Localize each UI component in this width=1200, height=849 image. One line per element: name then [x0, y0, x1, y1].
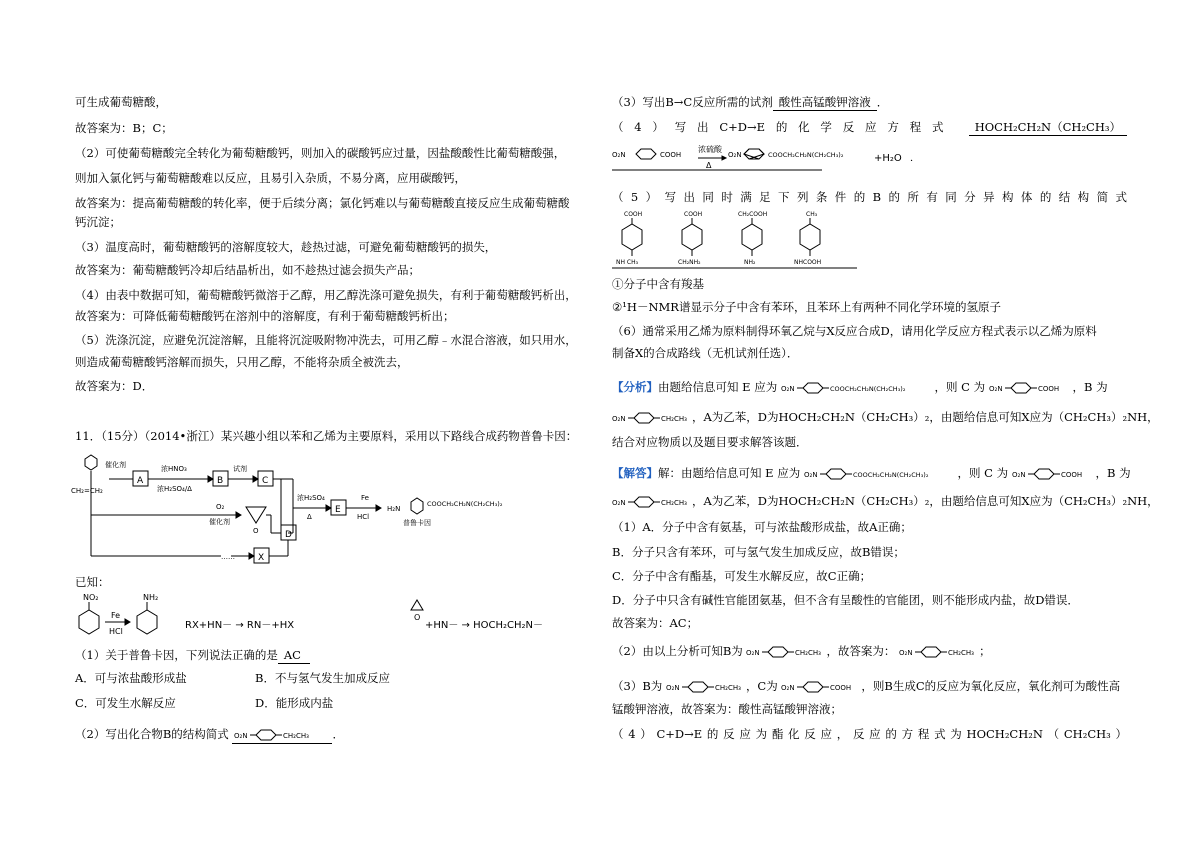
svg-text:O₂N: O₂N	[612, 499, 626, 507]
svg-text:O₂N: O₂N	[781, 684, 795, 692]
svg-text:O₂N: O₂N	[803, 471, 818, 479]
answer-4: HOCH₂CH₂N（CH₂CH₃）	[969, 121, 1127, 136]
answer-line: C．分子中含有酯基，可发生水解反应，故C正确；	[612, 569, 872, 583]
svg-text:+HN－ → HOCH₂CH₂N－: +HN－ → HOCH₂CH₂N－	[425, 620, 544, 631]
svg-text:COOH: COOH	[830, 684, 852, 692]
svg-text:CH₂CH₃: CH₂CH₃	[795, 649, 822, 657]
svg-text:Δ: Δ	[307, 513, 312, 521]
svg-text:催化剂: 催化剂	[105, 461, 126, 469]
svg-text:A: A	[137, 476, 144, 486]
svg-text:D: D	[285, 530, 292, 540]
synthesis-scheme	[71, 453, 541, 568]
svg-text:NH₂: NH₂	[143, 593, 159, 602]
svg-text:．: ．	[910, 153, 920, 164]
answer-line: 故答案为：AC；	[612, 616, 699, 630]
svg-text:浓HNO₃: 浓HNO₃	[161, 465, 187, 473]
known-label: 已知：	[75, 575, 110, 589]
analysis-line-1: 【分析】由题给信息可知 E 应为 O₂N COOCH₂CH₂N(CH₂CH₃)₂ ，则 C 为 O₂N COOH ，B 为	[612, 380, 1108, 394]
analysis-line-3: 结合对应物质以及题目要求解答该题．	[612, 435, 808, 449]
svg-text:RX+HN－ → RN－+HX: RX+HN－ → RN－+HX	[185, 620, 295, 631]
svg-text:O₂N: O₂N	[234, 732, 248, 740]
known-reactions	[75, 590, 545, 640]
svg-text:O: O	[253, 527, 259, 535]
epoxide-triangle	[246, 507, 266, 523]
answer-line: D．分子中只含有碱性官能团氨基，但不含有呈酸性的官能团，则不能形成内盐，故D错误．	[612, 593, 1079, 607]
svg-text:HCl: HCl	[357, 513, 370, 521]
nitroethylbenzene-structure	[746, 644, 826, 660]
sub-question-6-cont: 制备X的合成路线（无机试剂任选）．	[612, 346, 799, 360]
svg-text:CH₂CH₃: CH₂CH₃	[283, 732, 310, 740]
answer-line-c: （3）B为 O₂N CH₂CH₃ ，C为 O₂N COOH ，则B生成C的反应为氧化反应，氧化剂可为酸性高	[612, 679, 1121, 693]
text-line: 则造成葡萄糖酸钙溶解而损失，只用乙醇，不能将杂质全被洗去，	[75, 355, 409, 369]
svg-text:COOH: COOH	[624, 211, 643, 218]
solution-line-1: 【解答】解：由题给信息可知 E 应为 O₂N COOCH₂CH₂N(CH₂CH₃)₂ ，则 C 为 O₂N COOH ，B 为	[612, 466, 1131, 480]
nitroethylbenzene-structure	[234, 727, 330, 743]
svg-text:H₂N: H₂N	[387, 505, 401, 513]
svg-text:O₂N: O₂N	[988, 385, 1003, 393]
svg-text:浓硫酸: 浓硫酸	[698, 145, 722, 154]
nitrobenzoic-acid-structure	[989, 380, 1069, 396]
svg-text:O₂N: O₂N	[612, 151, 626, 159]
isomer-structures	[612, 208, 862, 270]
svg-text:Δ: Δ	[706, 161, 712, 170]
svg-text:CH₂CH₃: CH₂CH₃	[661, 499, 687, 507]
text-line: 可生成葡萄糖酸，	[75, 95, 167, 109]
svg-text:Fe: Fe	[361, 494, 369, 502]
solution-line-2: O₂N CH₂CH₃ ，A为乙苯，D为HOCH₂CH₂N（CH₂CH₃）₂，由题给信息可知X应为（CH₂CH₃）₂NH，	[612, 494, 1159, 508]
sub-question-1: （1）关于普鲁卡因，下列说法正确的是 AC	[75, 649, 310, 664]
svg-text:普鲁卡因: 普鲁卡因	[403, 519, 431, 527]
aniline-ring	[137, 610, 157, 634]
svg-text:……: ……	[221, 553, 235, 561]
analysis-line-2: O₂N CH₂CH₃ ，A为乙苯，D为HOCH₂CH₂N（CH₂CH₃）₂，由题给信息可知X应为（CH₂CH₃）₂NH，	[612, 410, 1159, 424]
svg-text:CH₂CH₃: CH₂CH₃	[948, 649, 975, 657]
nitrobenzoic-acid-structure	[781, 679, 861, 695]
svg-text:NHCOOH: NHCOOH	[794, 259, 822, 266]
sub-question-3: （3）写出B→C反应所需的试剂 酸性高锰酸钾溶液 ．	[612, 95, 889, 109]
svg-text:C: C	[262, 476, 269, 486]
svg-text:COOH: COOH	[1037, 385, 1059, 393]
condition-2: ②¹H－NMR谱显示分子中含有苯环，且苯环上有两种不同化学环境的氢原子	[612, 300, 1001, 314]
svg-text:CH₂CH₃: CH₂CH₃	[714, 684, 741, 692]
svg-text:O: O	[414, 613, 421, 622]
svg-text:+H₂O: +H₂O	[874, 153, 902, 164]
svg-text:O₂N: O₂N	[1011, 471, 1026, 479]
svg-text:B: B	[217, 476, 224, 486]
svg-text:COOCH₂CH₂N(CH₂CH₃)₂: COOCH₂CH₂N(CH₂CH₃)₂	[852, 471, 929, 479]
svg-text:COOCH₂CH₂N(CH₂CH₃)₂: COOCH₂CH₂N(CH₂CH₃)₂	[427, 500, 503, 508]
answer-2	[232, 727, 332, 744]
svg-text:E: E	[335, 505, 341, 515]
text-line: （2）可使葡萄糖酸完全转化为葡萄糖酸钙，则加入的碳酸钙应过量，因盐酸酸性比葡萄糖酸强，	[75, 146, 566, 160]
sub-question-6: （6）通常采用乙烯为原料制得环氧乙烷与X反应合成D，请用化学反应方程式表示以乙烯为原料	[612, 324, 1097, 338]
ester-structure	[804, 466, 954, 482]
text-line: （4）由表中数据可知，葡萄糖酸钙微溶于乙醇，用乙醇洗涤可避免损失，有利于葡萄糖酸钙析出，	[75, 288, 577, 302]
answer-1: AC	[278, 649, 310, 664]
svg-text:CH₂COOH: CH₂COOH	[738, 211, 768, 218]
ester-structure	[781, 380, 931, 396]
text-line: 故答案为：B；C；	[75, 121, 173, 135]
text-line: 故答案为：可降低葡萄糖酸钙在溶剂中的溶解度，有利于葡萄糖酸钙析出；	[75, 309, 455, 323]
svg-text:COOCH₂CH₂N(CH₂CH₃)₂: COOCH₂CH₂N(CH₂CH₃)₂	[768, 151, 844, 159]
option-c: C．可发生水解反应	[75, 696, 176, 710]
svg-text:O₂N: O₂N	[780, 385, 795, 393]
nitroethylbenzene-structure	[899, 644, 979, 660]
svg-text:NH₂: NH₂	[744, 259, 756, 266]
nitroethylbenzene-structure	[666, 679, 746, 695]
product-ring	[411, 498, 423, 514]
svg-text:浓H₂SO₄/Δ: 浓H₂SO₄/Δ	[157, 485, 192, 493]
text-line: 则加入氯化钙与葡萄糖酸难以反应，且易引入杂质，不易分离，应用碳酸钙，	[75, 171, 466, 185]
nitroethylbenzene-structure	[612, 494, 692, 510]
text-line: 故答案为：D．	[75, 379, 154, 393]
svg-text:COOH: COOH	[1060, 471, 1082, 479]
answer-3: 酸性高锰酸钾溶液	[773, 96, 877, 111]
svg-text:COOCH₂CH₂N(CH₂CH₃)₂: COOCH₂CH₂N(CH₂CH₃)₂	[829, 385, 906, 393]
answer-line-d: （4）C+D→E的反应为酯化反应，反应的方程式为HOCH₂CH₂N（CH₂CH₃）	[612, 727, 1127, 741]
svg-text:试剂: 试剂	[233, 465, 247, 473]
sub-question-5: （5）写出同时满足下列条件的B的所有同分异构体的结构简式	[612, 190, 1127, 204]
nitrobenzoic-acid-structure	[1012, 466, 1092, 482]
answer-line-b: （2）由以上分析可知B为 O₂N CH₂CH₃ ，故答案为： O₂N CH₂CH₃ ；	[612, 644, 991, 658]
option-b: B．不与氢气发生加成反应	[255, 671, 390, 685]
svg-text:O₂N: O₂N	[728, 151, 742, 159]
svg-text:COOH: COOH	[684, 211, 703, 218]
analysis-tag: 【分析】	[612, 380, 658, 394]
svg-text:CH₂NH₂: CH₂NH₂	[678, 259, 701, 266]
text-line: （5）洗涤沉淀，应避免沉淀溶解，且能将沉淀吸附物冲洗去，可用乙醇﹣水混合溶液，如只用水，	[75, 333, 577, 347]
answer-line: B．分子只含有苯环，可与氢气发生加成反应，故B错误；	[612, 545, 905, 559]
nitrobenzene-ring	[79, 610, 99, 634]
benzene-ring	[85, 455, 97, 470]
condition-1: ①分子中含有羧基	[612, 277, 704, 291]
esterification-equation	[612, 140, 942, 174]
svg-text:CH₂=CH₂: CH₂=CH₂	[71, 487, 103, 495]
svg-text:O₂N: O₂N	[746, 649, 760, 657]
svg-text:Fe: Fe	[111, 611, 121, 620]
question-11: 11．（15分）（2014•浙江）某兴趣小组以苯和乙烯为主要原料，采用以下路线合成药物普鲁卡因：	[75, 429, 578, 443]
epoxide-ring	[411, 600, 423, 610]
svg-text:CH₂CH₃: CH₂CH₃	[661, 415, 687, 423]
svg-text:HCl: HCl	[109, 627, 123, 636]
text-line: 故答案为：提高葡萄糖酸的转化率，便于后续分离；氯化钙难以与葡萄糖酸直接反应生成葡萄糖酸	[75, 196, 570, 210]
answer-line-c2: 锰酸钾溶液，故答案为：酸性高锰酸钾溶液；	[612, 702, 842, 716]
answer-line: （1）A．分子中含有氨基，可与浓盐酸形成盐，故A正确；	[612, 520, 912, 534]
option-d: D．能形成内盐	[255, 696, 334, 710]
svg-text:催化剂: 催化剂	[209, 518, 230, 526]
option-a: A．可与浓盐酸形成盐	[75, 671, 187, 685]
solution-tag: 【解答】	[612, 466, 658, 480]
svg-text:NO₂: NO₂	[83, 593, 99, 602]
svg-text:O₂N: O₂N	[612, 415, 626, 423]
text-line: 钙沉淀；	[75, 215, 121, 229]
svg-text:CH₃: CH₃	[806, 211, 818, 218]
svg-text:O₂N: O₂N	[899, 649, 913, 657]
svg-text:浓H₂SO₄: 浓H₂SO₄	[297, 494, 325, 502]
svg-text:NH CH₃: NH CH₃	[616, 259, 639, 266]
sub-question-2: （2）写出化合物B的结构简式 O₂N CH₂CH₃ ．	[75, 727, 344, 744]
nitroethylbenzene-structure	[612, 410, 692, 426]
svg-text:COOH: COOH	[660, 151, 682, 159]
sub-question-4: （4）写出C+D→E的化学反应方程式 HOCH₂CH₂N（CH₂CH₃）	[612, 121, 1127, 136]
svg-text:X: X	[258, 553, 265, 563]
svg-text:O₂N: O₂N	[665, 684, 680, 692]
svg-text:O₂: O₂	[216, 503, 225, 511]
text-line: 故答案为：葡萄糖酸钙冷却后结晶析出，如不趁热过滤会损失产品；	[75, 263, 420, 277]
text-line: （3）温度高时，葡萄糖酸钙的溶解度较大，趁热过滤，可避免葡萄糖酸钙的损失，	[75, 240, 497, 254]
